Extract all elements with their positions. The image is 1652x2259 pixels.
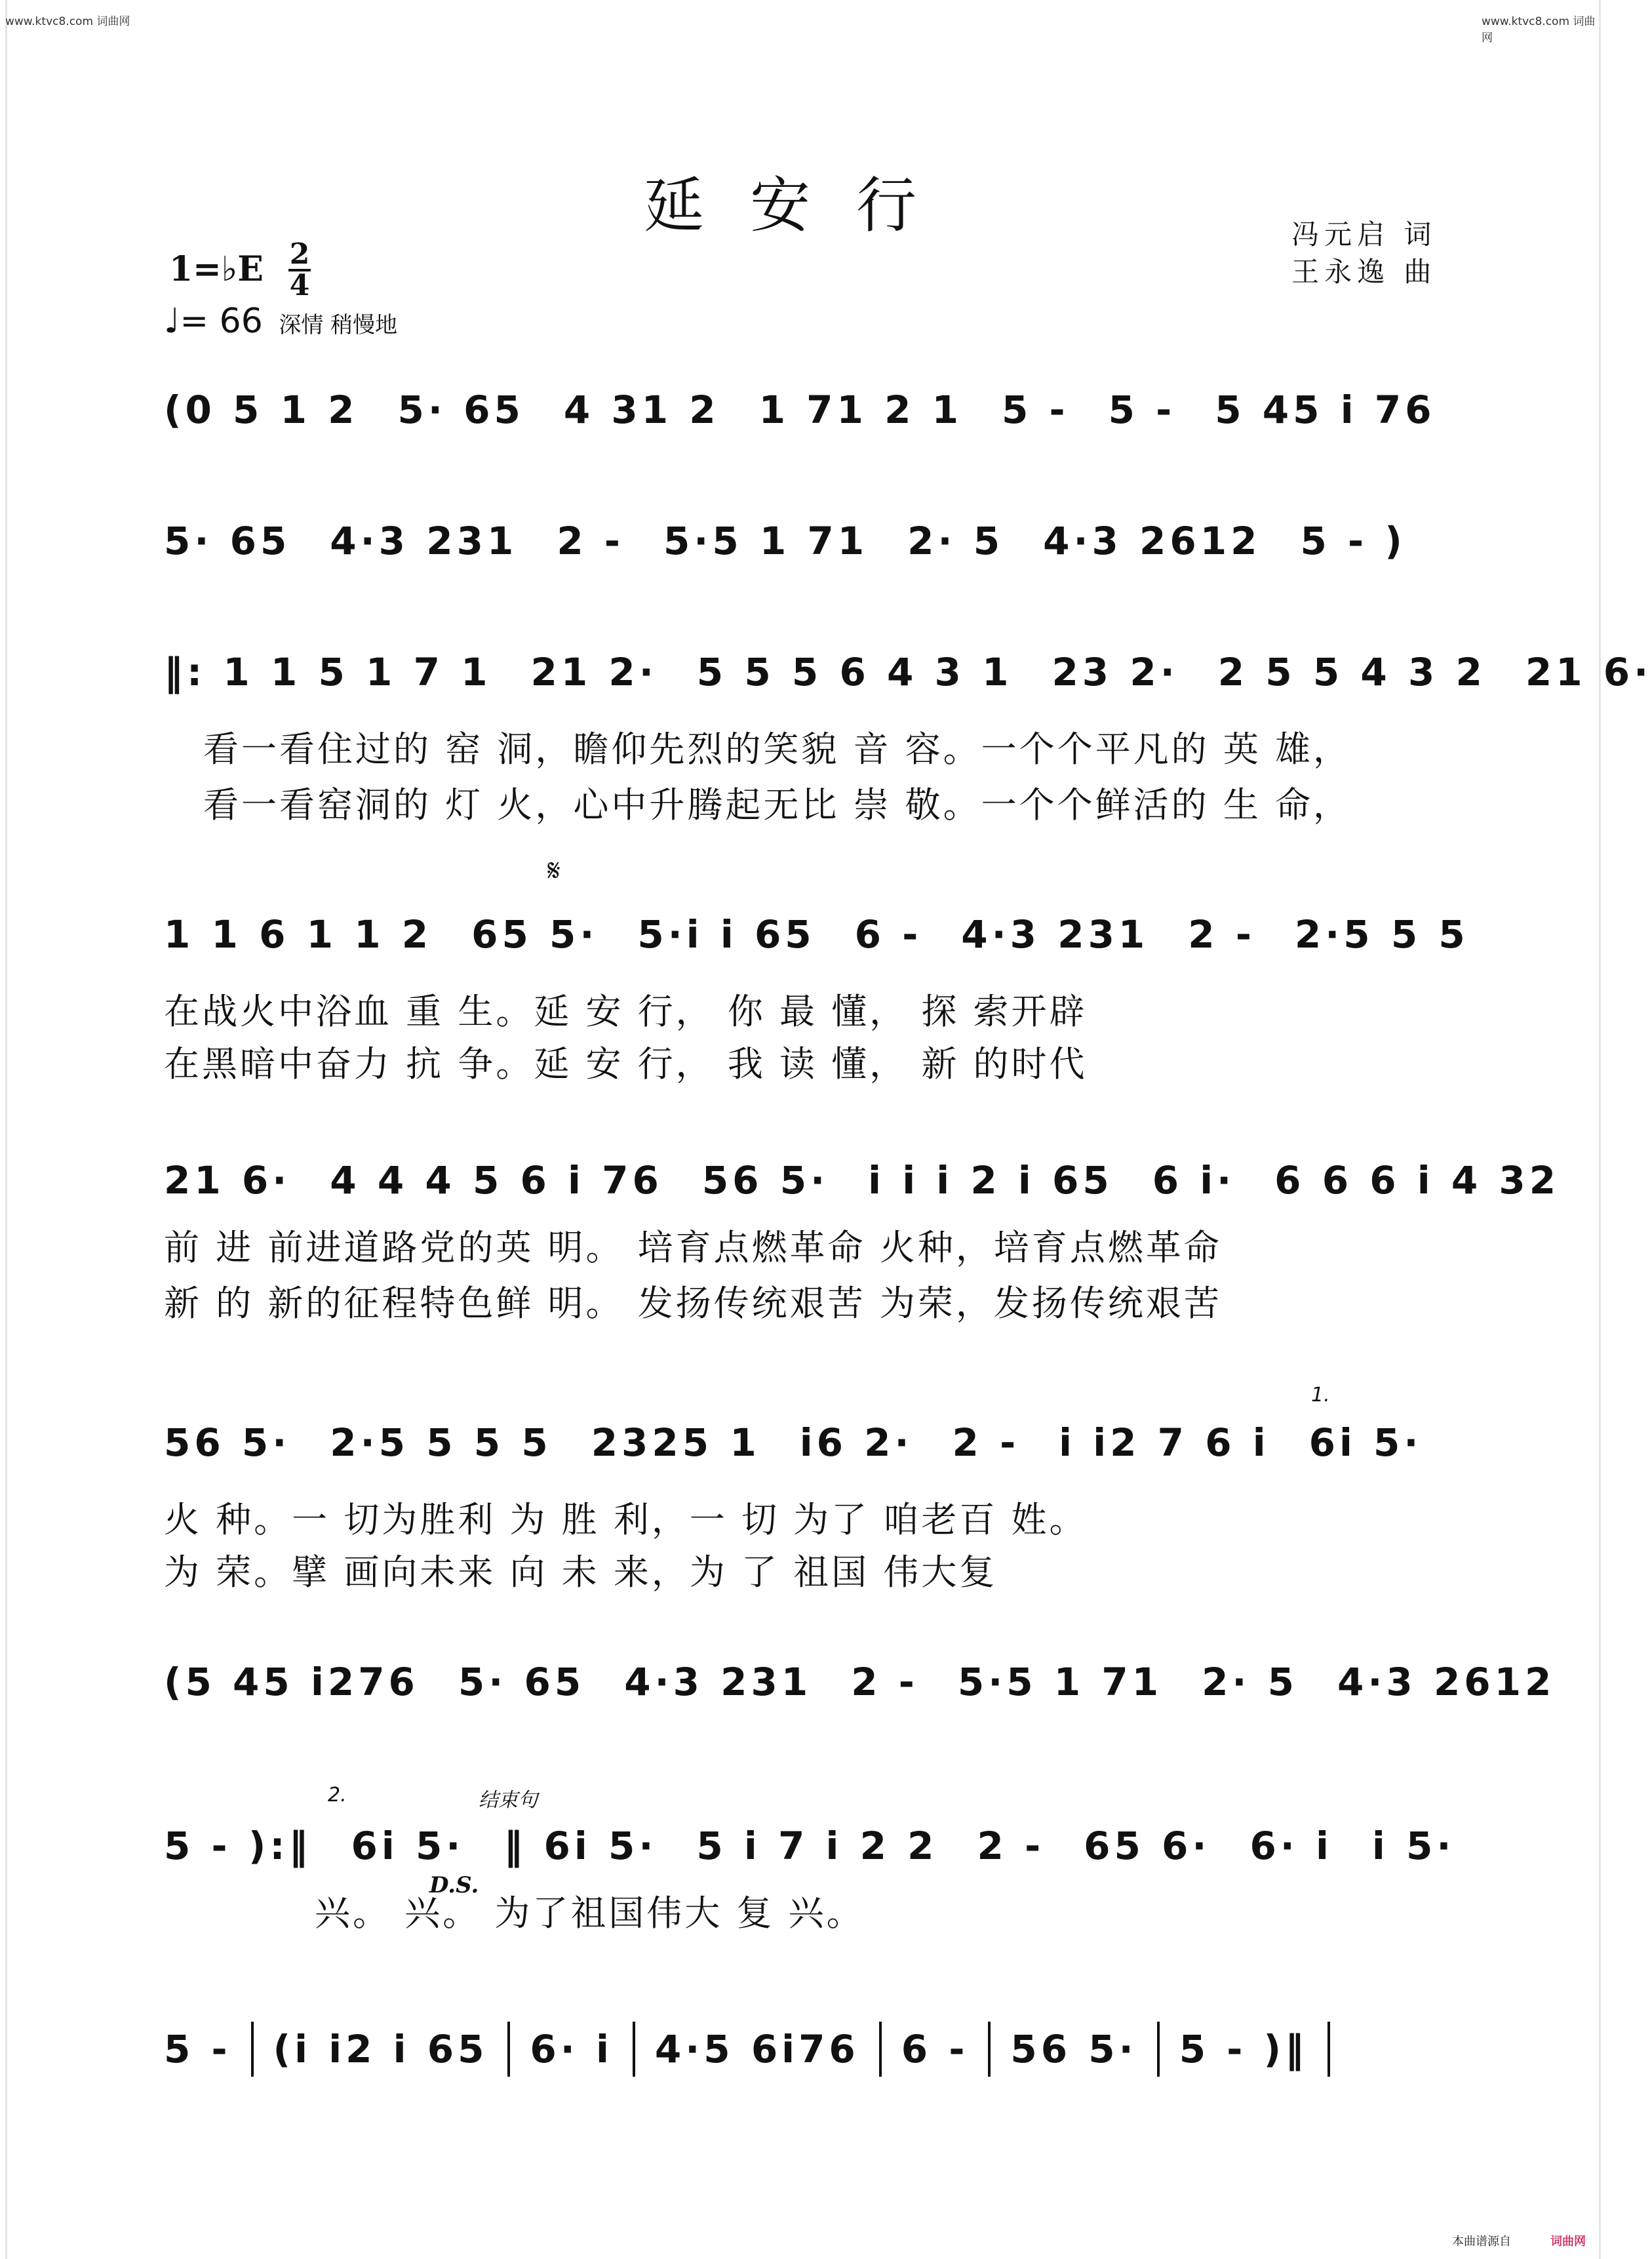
measure: 4·5 6i76 [654, 2027, 859, 2071]
measure: 1 1 6 1 1 2 [164, 912, 433, 957]
segno-sign: 𝄋 [547, 852, 560, 888]
bar-line [1328, 2022, 1330, 2077]
measure: 21 6· [164, 1158, 291, 1203]
measure: 6i 5· [1308, 1420, 1423, 1465]
lyricist-credit: 冯元启 词 [1291, 218, 1437, 250]
notation-line-2 [164, 505, 1442, 577]
measure: 5· 65 [458, 1660, 585, 1704]
ending-1-label: 1. [1311, 1384, 1330, 1407]
composer-credit: 王永逸 曲 [1291, 256, 1437, 288]
measure: 5 - ):‖ [164, 1824, 312, 1868]
dal-segno-mark: D.S. [429, 1872, 479, 1898]
tempo-expression: 深情 稍慢地 [279, 312, 398, 338]
measure: 5 - [1001, 388, 1069, 432]
measure: 4·3 2612 [1337, 1660, 1556, 1704]
measure: (5 45 i276 [164, 1660, 419, 1704]
key-signature: 1=♭E [169, 249, 264, 289]
measure: 2 5 5 4 3 2 [1217, 650, 1486, 694]
measure: 4 31 2 [563, 388, 720, 432]
lyric-line-5b: 新 的 新的征程特色鲜 明。 发扬传统艰苦 为荣，发扬传统艰苦 [164, 1283, 1222, 1324]
measure: 21 2· [530, 650, 658, 694]
measure: 65 6· [1084, 1824, 1211, 1868]
measure: 5·5 1 71 [663, 519, 869, 563]
measure: 2325 1 [591, 1420, 760, 1465]
site-watermark-left: www.ktvc8.com 词曲网 [5, 15, 130, 28]
measure: 5 45 i 76 [1215, 388, 1436, 432]
measure: 2 - [952, 1420, 1020, 1465]
ending-2-label: 2. [328, 1784, 347, 1807]
measure: 2 - [557, 519, 624, 563]
measure: 6 6 6 i 4 32 [1274, 1158, 1560, 1203]
measure: 6 - [901, 2027, 969, 2071]
measure: 2· 5 [1202, 1660, 1299, 1704]
bar-line [633, 2022, 635, 2077]
measure: 5 - )‖ [1179, 2027, 1308, 2071]
measure: 5·5 1 71 [957, 1660, 1163, 1704]
measure: 2·5 5 5 5 [330, 1420, 552, 1465]
measure: (i i2 i 65 [273, 2027, 488, 2071]
measure: 6· i [1249, 1824, 1333, 1868]
time-signature [288, 237, 311, 302]
footer-brand: 词曲网 [1550, 2235, 1586, 2249]
lyric-line-3b: 看一看窑洞的 灯 火，心中升腾起无比 崇 敬。一个个鲜活的 生 命， [203, 784, 1351, 826]
bar-line [988, 2022, 991, 2077]
tempo-marking [164, 302, 397, 341]
measure: 2· 5 [907, 519, 1004, 563]
bar-line [507, 2022, 510, 2077]
measure: 6 - [854, 912, 922, 957]
measure: 4 4 4 5 6 i 76 [330, 1158, 663, 1203]
measure: 5 i 7 i 2 2 [696, 1824, 938, 1868]
measure: 6· i [530, 2027, 613, 2071]
measure: ‖: 1 1 5 1 7 1 [164, 650, 492, 694]
measure: 23 2· [1052, 650, 1179, 694]
measure: 4·3 2612 [1043, 519, 1261, 563]
measure: 5·i i 65 [637, 912, 816, 957]
lyric-line-8: 兴。 兴。 为了祖国伟大 复 兴。 [315, 1892, 865, 1934]
time-signature-bottom: 4 [289, 269, 310, 302]
bar-line [879, 2022, 882, 2077]
measure: ‖ 6i 5· [503, 1824, 658, 1868]
measure: (0 5 1 2 [164, 388, 359, 432]
measure: 5 - ) [1300, 519, 1406, 563]
site-watermark-right: www.ktvc8.com 词曲网 [1482, 15, 1596, 45]
notation-line-5 [164, 1144, 1560, 1216]
coda-label: 结束句 [479, 1789, 538, 1812]
notation-line-4 [164, 898, 1469, 970]
measure: 2 - [1188, 912, 1255, 957]
notation-line-9 [164, 2013, 1442, 2085]
lyric-line-3a: 看一看住过的 窑 洞，瞻仰先烈的笑貌 音 容。一个个平凡的 英 雄， [203, 729, 1351, 770]
measure: 6 i· [1152, 1158, 1236, 1203]
measure: 2·5 5 5 [1294, 912, 1469, 957]
measure: 2 - [977, 1824, 1045, 1868]
lyric-line-6a: 火 种。一 切为胜利 为 胜 利，一 切 为了 咱老百 姓。 [164, 1499, 1088, 1540]
measure: 4·3 231 [624, 1660, 812, 1704]
measure: 21 6· [1525, 650, 1652, 694]
song-title: 延安行 [643, 170, 962, 241]
lyric-line-4b: 在黑暗中奋力 抗 争。延 安 行， 我 读 懂， 新 的时代 [164, 1043, 1088, 1085]
measure: 1 71 2 1 [758, 388, 962, 432]
lyric-line-6b: 为 荣。擘 画向未来 向 未 来，为 了 祖国 伟大复 [164, 1551, 998, 1593]
bar-line [1157, 2022, 1160, 2077]
measure: i i2 7 6 i [1059, 1420, 1270, 1465]
measure: 6i 5· [351, 1824, 465, 1868]
notation-line-1 [164, 374, 1442, 446]
footer-source: 本曲谱源自 [1452, 2235, 1511, 2249]
measure: 5· 65 [164, 519, 291, 563]
time-signature-top: 2 [289, 237, 310, 271]
notation-line-6 [164, 1407, 1442, 1479]
measure: 5 5 5 6 4 3 1 [696, 650, 1013, 694]
notation-line-8 [164, 1810, 1455, 1882]
measure: 4·3 231 [330, 519, 518, 563]
tempo-note: ♩= 66 [164, 302, 263, 341]
measure: i 5· [1371, 1824, 1455, 1868]
bar-line [251, 2022, 254, 2077]
lyric-line-5a: 前 进 前进道路党的英 明。 培育点燃革命 火种，培育点燃革命 [164, 1227, 1222, 1268]
measure: 56 5· [701, 1158, 829, 1203]
notation-line-7 [164, 1646, 1556, 1718]
measure: i i i 2 i 65 [868, 1158, 1113, 1203]
measure: 4·3 231 [961, 912, 1149, 957]
measure: 56 5· [1010, 2027, 1137, 2071]
measure: 5 - [164, 2027, 231, 2071]
measure: 65 5· [471, 912, 599, 957]
measure: 2 - [851, 1660, 918, 1704]
measure: 56 5· [164, 1420, 291, 1465]
notation-line-3 [164, 636, 1652, 708]
measure: i6 2· [799, 1420, 913, 1465]
lyric-line-4a: 在战火中浴血 重 生。延 安 行， 你 最 懂， 探 索开辟 [164, 991, 1088, 1032]
measure: 5 - [1108, 388, 1176, 432]
measure: 5· 65 [397, 388, 524, 432]
